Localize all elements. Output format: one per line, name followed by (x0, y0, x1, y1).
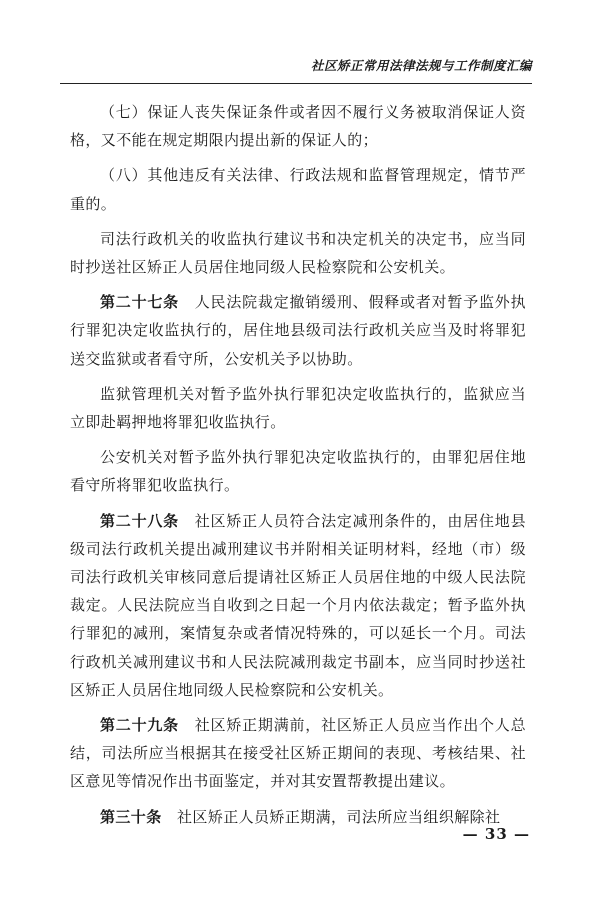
page-body (70, 98, 526, 831)
paragraph: 司法行政机关的收监执行建议书和决定机关的决定书，应当同时抄送社区矫正人员居住地同级人民检察院和公安机关。 (70, 229, 526, 277)
article-paragraph: 第二十七条 人民法院裁定撤销缓刑、假释或者对暂予监外执行罪犯决定收监执行的，居住地县级司法行政机关应当及时将罪犯送交监狱或者看守所，公安机关予以协助。 (70, 293, 526, 368)
header-divider (60, 83, 532, 84)
article-paragraph: 第三十条 社区矫正人员矫正期满，司法所应当组织解除社 (100, 807, 501, 826)
paragraph: （七）保证人丧失保证条件或者因不履行义务被取消保证人资格，又不能在规定期限内提出新的保证人的； (70, 103, 526, 150)
article-number: 第二十九条 (100, 716, 179, 735)
article-paragraph: 第二十九条 社区矫正期满前，社区矫正人员应当作出个人总结，司法所应当根据其在接受社区矫正期间的表现、考核结果、社区意见等情况作出书面鉴定，并对其安置帮教提出建议。 (70, 716, 526, 791)
page-number: — 33 — (462, 825, 530, 843)
article-number: 第二十七条 (100, 293, 179, 312)
paragraph: （八）其他违反有关法律、行政法规和监督管理规定，情节严重的。 (70, 166, 526, 213)
article-number: 第二十八条 (100, 511, 179, 530)
article-number: 第三十条 (100, 807, 162, 826)
running-header: 社区矫正常用法律法规与工作制度汇编 (310, 58, 532, 73)
paragraph: 监狱管理机关对暂予监外执行罪犯决定收监执行的，监狱应当立即赴羁押地将罪犯收监执行。 (70, 384, 526, 432)
paragraph: 公安机关对暂予监外执行罪犯决定收监执行的，由罪犯居住地看守所将罪犯收监执行。 (70, 448, 526, 495)
article-paragraph: 第二十八条 社区矫正人员符合法定减刑条件的，由居住地县级司法行政机关提出减刑建议书并附相关证明材料，经地（市）级司法行政机关审核同意后提请社区矫正人员居住地的中级人民法院裁定。人民法院应当自收到之日起一个月内依法裁定；暂予监外执行罪犯的减刑，案情复杂或者情况特殊的，可以延长一个月。司法行政机关减刑建议书和人民法院减刑裁定书副本，应当同时抄送社区矫正人员居住地同级人民检察院和公安机关。 (70, 511, 526, 699)
